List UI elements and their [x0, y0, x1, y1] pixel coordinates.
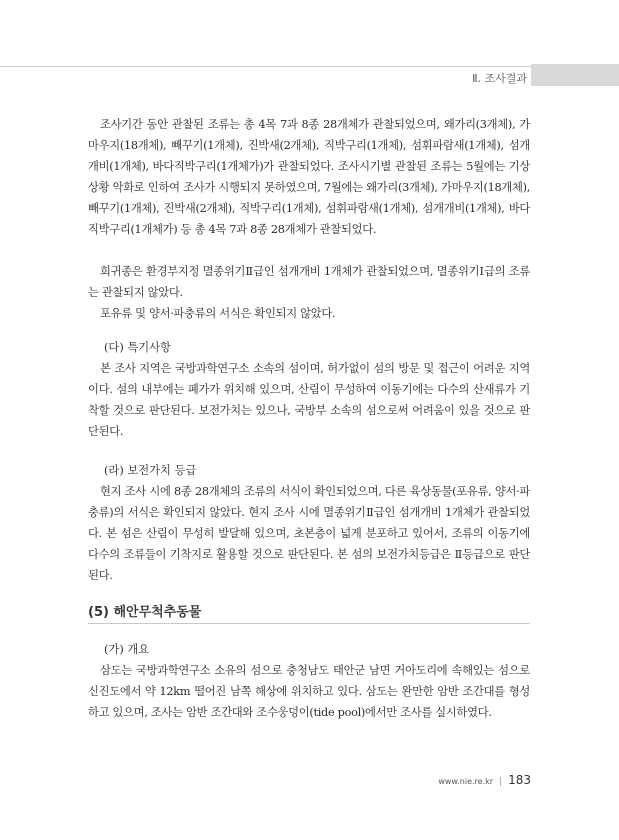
subhead-special-notes: (다) 특기사항: [104, 341, 171, 354]
paragraph-mammals: 포유류 및 양서·파충류의 서식은 확인되지 않았다.: [100, 307, 336, 320]
paragraph-overview: 삼도는 국방과학연구소 소유의 섬으로 충청남도 태안군 남면 거아도리에 속해있는 섬으로 신진도에서 약 12km 떨어진 남쪽 해상에 위치하고 있다. 삼도는 완만한 암반 조간대를 형성하고 있으며, 조사는 암반 조간대와 조수웅덩이(tide pool)에서만 조사를 실시하였다.: [88, 664, 530, 719]
header-tab: [531, 64, 619, 86]
section-title: (5) 해안무척추동물: [88, 605, 202, 620]
footer-separator: |: [499, 777, 503, 787]
subhead-conservation-grade: (라) 보전가치 등급: [104, 464, 197, 477]
chapter-header: Ⅱ. 조사결과: [472, 72, 527, 85]
paragraph-special-notes: 본 조사 지역은 국방과학연구소 소속의 섬이며, 허가없이 섬의 방문 및 접근이 어려운 지역이다. 섬의 내부에는 폐가가 위치해 있으며, 산림이 무성하여 이동기에는 다수의 산새류가 기착할 것으로 판단된다. 보전가치는 있으나, 국방부 소속의 섬으로써 어려움이 있을 것으로 판단된다.: [88, 362, 530, 438]
paragraph-bird-survey: 조사기간 동안 관찰된 조류는 총 4목 7과 8종 28개체가 관찰되었으며, 왜가리(3개체), 가마우지(18개체), 빼꾸기(1개체), 진박새(2개체), 직박구리(1개체), 섬휘파람새(1개체), 섬개개비(1개체), 바다직박구리(1개체가)가 관찰되었다. 조사시기별 관찰된 조류는 5월에는 기상 상황 악화로 인하여 조사가 시행되지 못하였으며, 7월에는 왜가리(3개체), 가마우지(18개체), 빼꾸기(1개체), 진박새(2개체), 직박구리(1개체), 섬휘파람새(1개체), 섬개개비(1개체), 바다직박구리(1개체가) 등 총 4목 7과 8종 28개체가 관찰되었다.: [88, 118, 530, 236]
header-rule: [0, 66, 619, 67]
footer-url: www.nie.re.kr: [438, 777, 494, 786]
page-footer: [438, 773, 531, 787]
section-rule: [88, 623, 530, 624]
subhead-overview: (가) 개요: [104, 643, 150, 656]
page-number: 183: [508, 773, 531, 787]
paragraph-conservation-grade: 현지 조사 시에 8종 28개체의 조류의 서식이 확인되었으며, 다른 육상동물(포유류, 양서·파충류)의 서식은 확인되지 않았다. 현지 조사 시에 멸종위기Ⅱ급인 섬개개비 1개체가 관찰되었다. 본 섬은 산림이 무성히 발달해 있으며, 초본층이 넓게 분포하고 있어서, 조류의 이동기에 다수의 조류들이 기착지로 활용할 것으로 판단된다. 본 섬의 보전가치등급은 Ⅱ등급으로 판단된다.: [88, 485, 530, 582]
paragraph-rare-species: 희귀종은 환경부지정 멸종위기Ⅱ급인 섬개개비 1개체가 관찰되었으며, 멸종위기Ⅰ급의 조류는 관찰되지 않았다.: [88, 265, 530, 299]
